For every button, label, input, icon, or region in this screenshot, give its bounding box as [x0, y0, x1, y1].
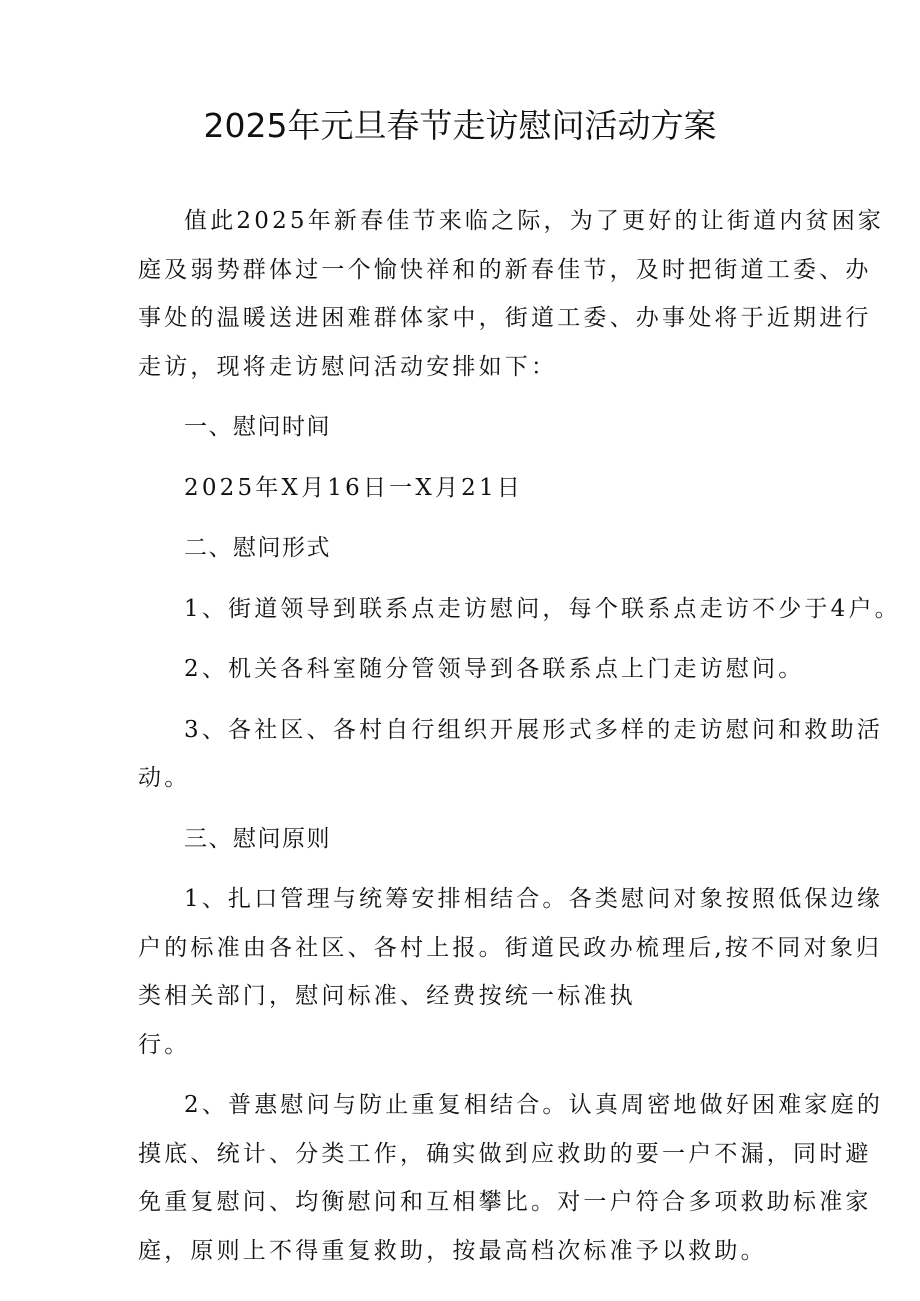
principle-2-line: 免重复慰问、均衡慰问和互相攀比。对一户符合多项救助标准家: [138, 1189, 872, 1215]
principle-2-line: 庭，原则上不得重复救助，按最高档次标准予以救助。: [138, 1237, 767, 1264]
intro-line: 值此2025年新春佳节来临之际，为了更好的让街道内贫困家: [184, 208, 885, 234]
principle-2-line: 摸底、统计、分类工作，确实做到应救助的要一户不漏，同时避: [138, 1140, 872, 1167]
intro-line: 走访，现将走访慰问活动安排如下：: [138, 353, 558, 380]
intro-line: 事处的温暖送进困难群体家中，街道工委、办事处将于近期进行: [138, 305, 872, 331]
document-body: [138, 197, 901, 1275]
section-heading-time: 一、慰问时间: [184, 414, 331, 440]
principle-1-line: 行。: [138, 1031, 191, 1058]
visit-date-range: 2025年X月16日一X月21日: [184, 474, 524, 501]
form-item-2: 2、机关各科室随分管领导到各联系点上门走访慰问。: [184, 656, 805, 682]
principle-1-line: 类相关部门，慰问标准、经费按统一标准执: [138, 983, 636, 1009]
document-title: 2025年元旦春节走访慰问活动方案: [203, 106, 717, 145]
form-item-1: 1、街道领导到联系点走访慰问，每个联系点走访不少于4户。: [184, 595, 901, 622]
intro-line: 庭及弱势群体过一个愉快祥和的新春佳节，及时把街道工委、办: [138, 256, 872, 283]
section-heading-form: 二、慰问形式: [184, 535, 331, 561]
principle-1-line: 户的标准由各社区、各村上报。街道民政办梳理后,按不同对象归: [138, 934, 883, 961]
section-heading-principles: 三、慰问原则: [184, 825, 331, 852]
form-item-3-line: 3、各社区、各村自行组织开展形式多样的走访慰问和救助活: [184, 716, 884, 743]
principle-2-line: 2、普惠慰问与防止重复相结合。认真周密地做好困难家庭的: [184, 1092, 884, 1118]
form-item-3-line: 动。: [138, 765, 191, 791]
principle-1-line: 1、扎口管理与统筹安排相结合。各类慰问对象按照低保边缘: [184, 886, 884, 912]
